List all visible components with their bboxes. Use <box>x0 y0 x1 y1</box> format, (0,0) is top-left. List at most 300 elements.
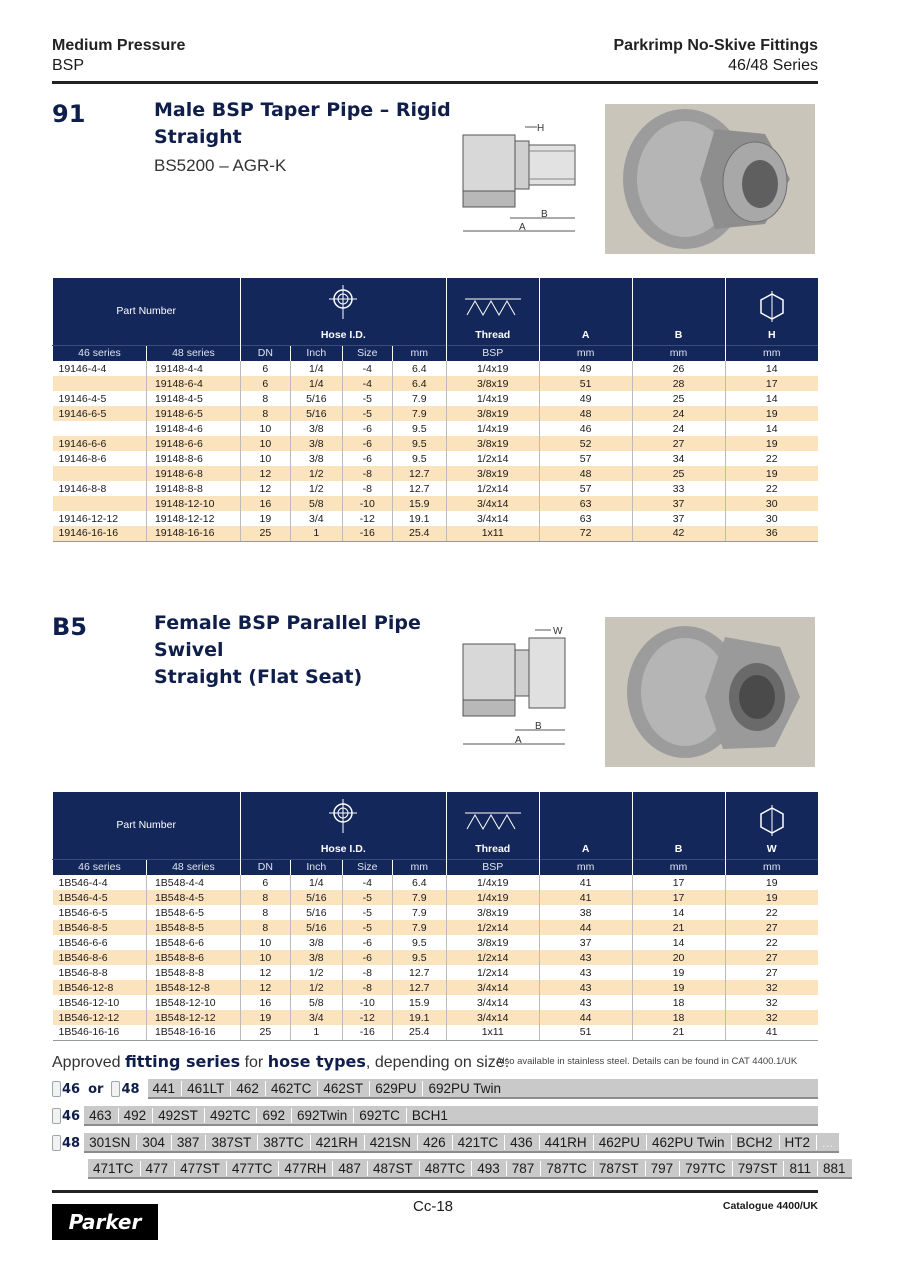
table-cell: 1/2x14 <box>446 451 539 466</box>
table-body <box>53 875 819 1040</box>
col-b-mm: mm <box>632 859 725 875</box>
col-48-series: 48 series <box>146 345 240 361</box>
table-cell: 25.4 <box>392 1025 446 1040</box>
table-cell: 1B548-4-4 <box>146 875 240 890</box>
header-right <box>614 36 819 76</box>
stainless-note: Also available in stainless steel. Details can be found in CAT 4400.1/UK <box>496 1056 798 1067</box>
col-thread: Thread <box>446 840 539 859</box>
dimension-label-a: A <box>519 222 526 233</box>
table-cell: 9.5 <box>392 436 446 451</box>
table-cell: 41 <box>539 890 632 905</box>
hose-row-46 <box>52 1105 818 1127</box>
hose-type: 477RH <box>279 1161 333 1176</box>
badge-48-label: 48 <box>62 1135 81 1151</box>
table-cell: 6.4 <box>392 361 446 376</box>
table-cell: 28 <box>632 376 725 391</box>
hose-id-icon <box>240 278 446 326</box>
table-cell: 3/8x19 <box>446 376 539 391</box>
table-cell: 1/4 <box>290 875 342 890</box>
hose-type: 471TC <box>88 1161 141 1176</box>
table-cell: 43 <box>539 995 632 1010</box>
table-cell: 22 <box>725 905 818 920</box>
table-cell: 25 <box>632 391 725 406</box>
drawing-hose-socket <box>463 191 515 207</box>
section-title-line: Male BSP Taper Pipe – Rigid <box>154 99 451 121</box>
table-cell: 1/4 <box>290 361 342 376</box>
hose-type: 387ST <box>206 1135 258 1150</box>
table-cell: 19 <box>725 875 818 890</box>
table-cell: 17 <box>632 875 725 890</box>
badge-46-label: 46 <box>62 1081 81 1097</box>
table-row <box>53 890 819 905</box>
table-cell: -5 <box>342 905 392 920</box>
table-cell: -5 <box>342 406 392 421</box>
table-row <box>53 511 819 526</box>
table-cell: 7.9 <box>392 406 446 421</box>
section-title <box>154 97 451 151</box>
table-cell: 9.5 <box>392 451 446 466</box>
table-cell: 1B548-8-6 <box>146 950 240 965</box>
col-inch: Inch <box>290 345 342 361</box>
table-cell: 19146-4-4 <box>58 362 107 375</box>
table-cell: 19148-8-8 <box>146 481 240 496</box>
spec-table-91 <box>52 278 818 542</box>
table-cell: 27 <box>725 950 818 965</box>
badge-46-label: 46 <box>62 1108 81 1124</box>
hex-icon <box>725 278 818 326</box>
table-cell: 19148-6-4 <box>146 376 240 391</box>
hose-type: 492TC <box>205 1108 258 1123</box>
table-cell: 36 <box>725 526 818 541</box>
table-cell: 19146-4-5 <box>58 392 107 405</box>
table-cell: 12 <box>240 466 290 481</box>
col-b-mm: mm <box>632 345 725 361</box>
table-cell: 52 <box>539 436 632 451</box>
table-cell: 44 <box>539 1010 632 1025</box>
table-cell: 14 <box>632 905 725 920</box>
table-cell: 22 <box>725 481 818 496</box>
hose-type: BCH1 <box>411 1107 448 1123</box>
table-cell: 19146-6-5 <box>53 406 147 421</box>
table-cell: 3/4x14 <box>446 980 539 995</box>
drawing-hose-socket <box>463 700 515 716</box>
table-cell: 1 <box>290 1025 342 1040</box>
blank-b <box>632 278 725 326</box>
table-cell: 9.5 <box>392 421 446 436</box>
hose-type: 493 <box>472 1161 507 1176</box>
thread-icon <box>446 792 539 840</box>
table-cell: 46 <box>539 421 632 436</box>
table-row <box>53 875 819 890</box>
table-cell: 24 <box>632 421 725 436</box>
table-row <box>53 361 819 376</box>
table-cell: 3/8x19 <box>446 905 539 920</box>
col-46-series: 46 series <box>53 859 147 875</box>
table-cell: -4 <box>342 875 392 890</box>
table-cell: 1B546-6-5 <box>58 906 108 919</box>
col-a-mm: mm <box>539 345 632 361</box>
table-cell: -8 <box>342 466 392 481</box>
table-cell: 1/2x14 <box>446 481 539 496</box>
hose-type: 797 <box>646 1161 681 1176</box>
table-cell: 3/8 <box>290 950 342 965</box>
table-cell: 12.7 <box>392 466 446 481</box>
table-cell: -5 <box>342 920 392 935</box>
col-46-series: 46 series <box>53 345 147 361</box>
table-cell: 25 <box>240 526 290 541</box>
col-48-series: 48 series <box>146 859 240 875</box>
table-cell: 22 <box>725 451 818 466</box>
catalog-ref: Catalogue 4400/UK <box>722 1200 818 1212</box>
hose-type: 797TC <box>680 1161 733 1176</box>
table-cell: 14 <box>632 935 725 950</box>
hose-type: 487ST <box>368 1161 420 1176</box>
table-cell: 3/8 <box>290 421 342 436</box>
header-right-title: Parkrimp No-Skive Fittings <box>613 37 818 54</box>
table-cell: 33 <box>632 481 725 496</box>
table-cell: 1B546-4-5 <box>53 890 147 905</box>
table-cell: 12.7 <box>392 481 446 496</box>
col-b: B <box>632 840 725 859</box>
approved-prefix: Approved <box>52 1054 125 1071</box>
table-cell: 1B548-12-10 <box>146 995 240 1010</box>
table-cell: 3/4x14 <box>446 511 539 526</box>
table-cell: 27 <box>725 920 818 935</box>
table-cell: -16 <box>342 1025 392 1040</box>
table-cell: -6 <box>342 950 392 965</box>
hose-type: 304 <box>137 1135 172 1150</box>
table-cell: 1B546-12-10 <box>58 996 120 1009</box>
table-row <box>53 920 819 935</box>
fitting-drawing-male <box>455 115 585 240</box>
table-cell: -6 <box>342 421 392 436</box>
table-cell: 25.4 <box>392 526 446 541</box>
table-cell: 19148-6-8 <box>146 466 240 481</box>
badge-46 <box>52 1106 80 1126</box>
col-a: A <box>539 326 632 345</box>
table-cell: 3/4 <box>290 1010 342 1025</box>
table-row <box>53 905 819 920</box>
hose-type: 421RH <box>311 1135 365 1150</box>
hex-nut-icon <box>757 805 787 837</box>
drawing-body <box>463 644 515 700</box>
table-cell: 3/4x14 <box>446 1010 539 1025</box>
table-cell: 1B546-16-16 <box>53 1025 147 1040</box>
table-cell: 19148-4-5 <box>146 391 240 406</box>
table-cell: 19148-12-10 <box>146 496 240 511</box>
table-cell: 42 <box>632 526 725 541</box>
table-cell: 1B548-4-5 <box>146 890 240 905</box>
hose-section-icon <box>323 283 363 323</box>
table-cell: 41 <box>725 1025 818 1040</box>
table-cell: 19148-16-16 <box>146 526 240 541</box>
table-cell: -5 <box>342 890 392 905</box>
table-cell: 1/2 <box>290 466 342 481</box>
table-cell: 15.9 <box>392 995 446 1010</box>
dimension-label-b: B <box>535 721 542 732</box>
approved-bold-hose: hose types <box>267 1052 366 1071</box>
table-cell: 51 <box>539 376 632 391</box>
col-inch: Inch <box>290 859 342 875</box>
table-cell: 19148-4-4 <box>146 361 240 376</box>
hose-type: 477TC <box>227 1161 280 1176</box>
table-cell: 1B546-12-8 <box>53 980 147 995</box>
table-cell: 12 <box>240 980 290 995</box>
table-cell: 38 <box>539 905 632 920</box>
table-row <box>53 451 819 466</box>
table-cell: 10 <box>240 950 290 965</box>
table-cell: -16 <box>342 526 392 541</box>
table-cell: 32 <box>725 1010 818 1025</box>
hose-list-46 <box>84 1106 818 1126</box>
thread-profile-icon <box>463 293 523 323</box>
table-cell: 49 <box>539 391 632 406</box>
col-b: B <box>632 326 725 345</box>
approved-caption <box>52 1052 509 1072</box>
hose-type: 492 <box>119 1108 154 1123</box>
hose-type: 463 <box>84 1108 119 1123</box>
table-body <box>53 361 819 541</box>
table-cell: 6.4 <box>392 875 446 890</box>
hose-type: 787TC <box>541 1161 594 1176</box>
hose-type: 421SN <box>365 1135 418 1150</box>
table-cell: 1/2 <box>290 965 342 980</box>
table-cell: 1 <box>290 526 342 541</box>
thread-icon <box>446 278 539 326</box>
table-row <box>53 1010 819 1025</box>
table-row <box>53 466 819 481</box>
blank-a <box>539 278 632 326</box>
hose-type: 387TC <box>258 1135 311 1150</box>
hose-type: 421TC <box>453 1135 506 1150</box>
hose-type: 301SN <box>84 1135 137 1150</box>
table-row <box>53 526 819 541</box>
table-cell: 51 <box>539 1025 632 1040</box>
hose-type: 462ST <box>318 1081 370 1096</box>
table-cell: 12.7 <box>392 965 446 980</box>
table-cell: 1B548-8-8 <box>146 965 240 980</box>
table-row <box>53 1025 819 1040</box>
table-cell: 3/8x19 <box>446 935 539 950</box>
table-cell: 43 <box>539 965 632 980</box>
col-size: Size <box>342 345 392 361</box>
hose-type: 477ST <box>175 1161 227 1176</box>
table-cell: 19146-16-16 <box>53 526 147 541</box>
table-cell: -8 <box>342 980 392 995</box>
table-row <box>53 421 819 436</box>
col-a: A <box>539 840 632 859</box>
table-cell: 19148-6-5 <box>146 406 240 421</box>
dimension-label-w: W <box>553 626 563 637</box>
table-cell: 6.4 <box>392 376 446 391</box>
hose-type: 441 <box>148 1081 183 1096</box>
table-cell: 3/4 <box>290 511 342 526</box>
hose-type: 441RH <box>540 1135 594 1150</box>
table-cell: 19146-8-8 <box>58 482 107 495</box>
col-h: H <box>725 326 818 345</box>
table-cell: 1B548-8-5 <box>146 920 240 935</box>
table-cell: 21 <box>632 920 725 935</box>
table-cell: 19146-12-12 <box>58 512 119 525</box>
table-cell: 18 <box>632 995 725 1010</box>
photo-bore <box>742 160 778 208</box>
table-cell: 3/8x19 <box>446 406 539 421</box>
table-cell: 1B546-8-5 <box>53 920 147 935</box>
or-label: or <box>88 1081 104 1097</box>
table-cell: 22 <box>725 935 818 950</box>
hose-row-both <box>52 1078 818 1100</box>
table-cell: 8 <box>240 406 290 421</box>
table-row <box>53 980 819 995</box>
table-cell: 19146-6-6 <box>53 436 147 451</box>
table-cell: 30 <box>725 496 818 511</box>
table-cell: 19 <box>240 1010 290 1025</box>
table-cell: 5/8 <box>290 496 342 511</box>
table-cell: 19146-8-6 <box>58 452 107 465</box>
table-cell: 41 <box>539 875 632 890</box>
table-cell: 14 <box>725 391 818 406</box>
hose-type: 797ST <box>733 1161 785 1176</box>
table-cell: 1/4x19 <box>446 890 539 905</box>
table-cell: 19148-8-6 <box>146 451 240 466</box>
table-cell: -12 <box>342 1010 392 1025</box>
table-cell: 1/4x19 <box>446 391 539 406</box>
badge-46 <box>52 1079 80 1099</box>
table-cell: 63 <box>539 496 632 511</box>
table-cell: 1B548-12-8 <box>146 980 240 995</box>
header-right-subtitle: 46/48 Series <box>728 57 818 74</box>
table-cell: 9.5 <box>392 935 446 950</box>
table-cell: 19148-6-6 <box>146 436 240 451</box>
table-cell: 18 <box>632 1010 725 1025</box>
fitting-photo-male-render <box>605 104 815 254</box>
table-cell: -6 <box>342 451 392 466</box>
table-cell: 1B548-6-6 <box>146 935 240 950</box>
approved-suffix: , depending on size: <box>365 1054 510 1071</box>
badge-tab <box>52 1135 61 1151</box>
badge-48-label: 48 <box>121 1081 140 1097</box>
table-row <box>53 950 819 965</box>
drawing-swivel-nut <box>529 638 565 708</box>
hose-type: 426 <box>418 1135 453 1150</box>
table-cell: 1B546-12-12 <box>53 1010 147 1025</box>
hose-type: 462PU <box>594 1135 647 1150</box>
hose-type: 436 <box>505 1135 540 1150</box>
table-cell: 25 <box>632 466 725 481</box>
col-w-mm: mm <box>725 859 818 875</box>
table-cell: 3/4x14 <box>446 496 539 511</box>
table-cell: 1B546-8-8 <box>58 966 108 979</box>
hose-type: 629PU <box>370 1081 423 1096</box>
table-cell: 1B548-6-5 <box>146 905 240 920</box>
table-cell: 1x11 <box>446 1025 539 1040</box>
table-cell: 10 <box>240 421 290 436</box>
hose-type: 487 <box>333 1161 368 1176</box>
hose-type: 692PU Twin <box>428 1080 502 1096</box>
table-cell: -10 <box>342 995 392 1010</box>
col-bsp: BSP <box>446 859 539 875</box>
section-title-line: Straight (Flat Seat) <box>154 666 363 688</box>
hose-type: 692Twin <box>292 1108 354 1123</box>
table-row <box>53 935 819 950</box>
col-hose-id: Hose I.D. <box>240 326 446 345</box>
table-cell: 19 <box>725 406 818 421</box>
table-cell: 1/2 <box>290 481 342 496</box>
table-row <box>53 481 819 496</box>
table-cell: 16 <box>240 496 290 511</box>
table-cell: 5/16 <box>290 920 342 935</box>
table-cell: 1/2x14 <box>446 965 539 980</box>
table-cell: 3/8x19 <box>446 466 539 481</box>
section-title-line: Swivel <box>154 639 224 661</box>
table-cell: 8 <box>240 905 290 920</box>
hose-row-48-cont <box>88 1158 846 1180</box>
hose-type: 487TC <box>420 1161 473 1176</box>
table-cell: 17 <box>632 890 725 905</box>
header-left <box>52 36 185 76</box>
table-cell: 14 <box>725 421 818 436</box>
table-cell: 32 <box>725 980 818 995</box>
badge-tab <box>52 1081 61 1097</box>
table-cell: 48 <box>539 406 632 421</box>
table-cell: 32 <box>725 995 818 1010</box>
table-cell: 19 <box>632 980 725 995</box>
table-cell: 7.9 <box>392 920 446 935</box>
table-cell: -6 <box>342 436 392 451</box>
badge-tab <box>111 1081 120 1097</box>
dimension-label-h: H <box>537 123 545 134</box>
table-row <box>53 391 819 406</box>
section-code: B5 <box>52 613 87 641</box>
table-cell: 1/4x19 <box>446 361 539 376</box>
table-cell <box>53 496 147 511</box>
header-left-subtitle: BSP <box>52 57 85 74</box>
table-cell: -5 <box>342 391 392 406</box>
table-cell: 14 <box>725 361 818 376</box>
table-cell: 49 <box>539 361 632 376</box>
col-dn: DN <box>240 859 290 875</box>
table-cell: 7.9 <box>392 391 446 406</box>
table-cell <box>53 466 147 481</box>
parker-logo: Parker <box>52 1204 158 1240</box>
col-hose-id: Hose I.D. <box>240 840 446 859</box>
table-cell: 24 <box>632 406 725 421</box>
hose-list-both <box>148 1079 818 1099</box>
table-cell: 57 <box>539 481 632 496</box>
section-code: 91 <box>52 100 86 128</box>
table-cell: 7.9 <box>392 905 446 920</box>
hose-type: 462TC <box>266 1081 319 1096</box>
table-cell: 5/8 <box>290 995 342 1010</box>
table-cell: 3/8 <box>290 436 342 451</box>
table-cell: 21 <box>632 1025 725 1040</box>
table-cell: 19148-4-6 <box>146 421 240 436</box>
hose-type: 461LT <box>182 1081 231 1096</box>
hex-nut-icon <box>757 291 787 323</box>
approved-mid: for <box>240 1054 268 1071</box>
footer-rule <box>52 1190 818 1193</box>
table-cell <box>53 421 147 436</box>
table-cell: 6 <box>240 376 290 391</box>
hose-type: 477 <box>141 1161 176 1176</box>
col-part-number: Part Number <box>53 792 241 859</box>
approved-bold-fitting: fitting series <box>124 1052 241 1071</box>
table-cell: 1/2 <box>290 980 342 995</box>
table-cell: 1B548-12-12 <box>146 1010 240 1025</box>
hose-row-48 <box>52 1132 834 1154</box>
table-cell: 1/4x19 <box>446 421 539 436</box>
table-row <box>53 496 819 511</box>
